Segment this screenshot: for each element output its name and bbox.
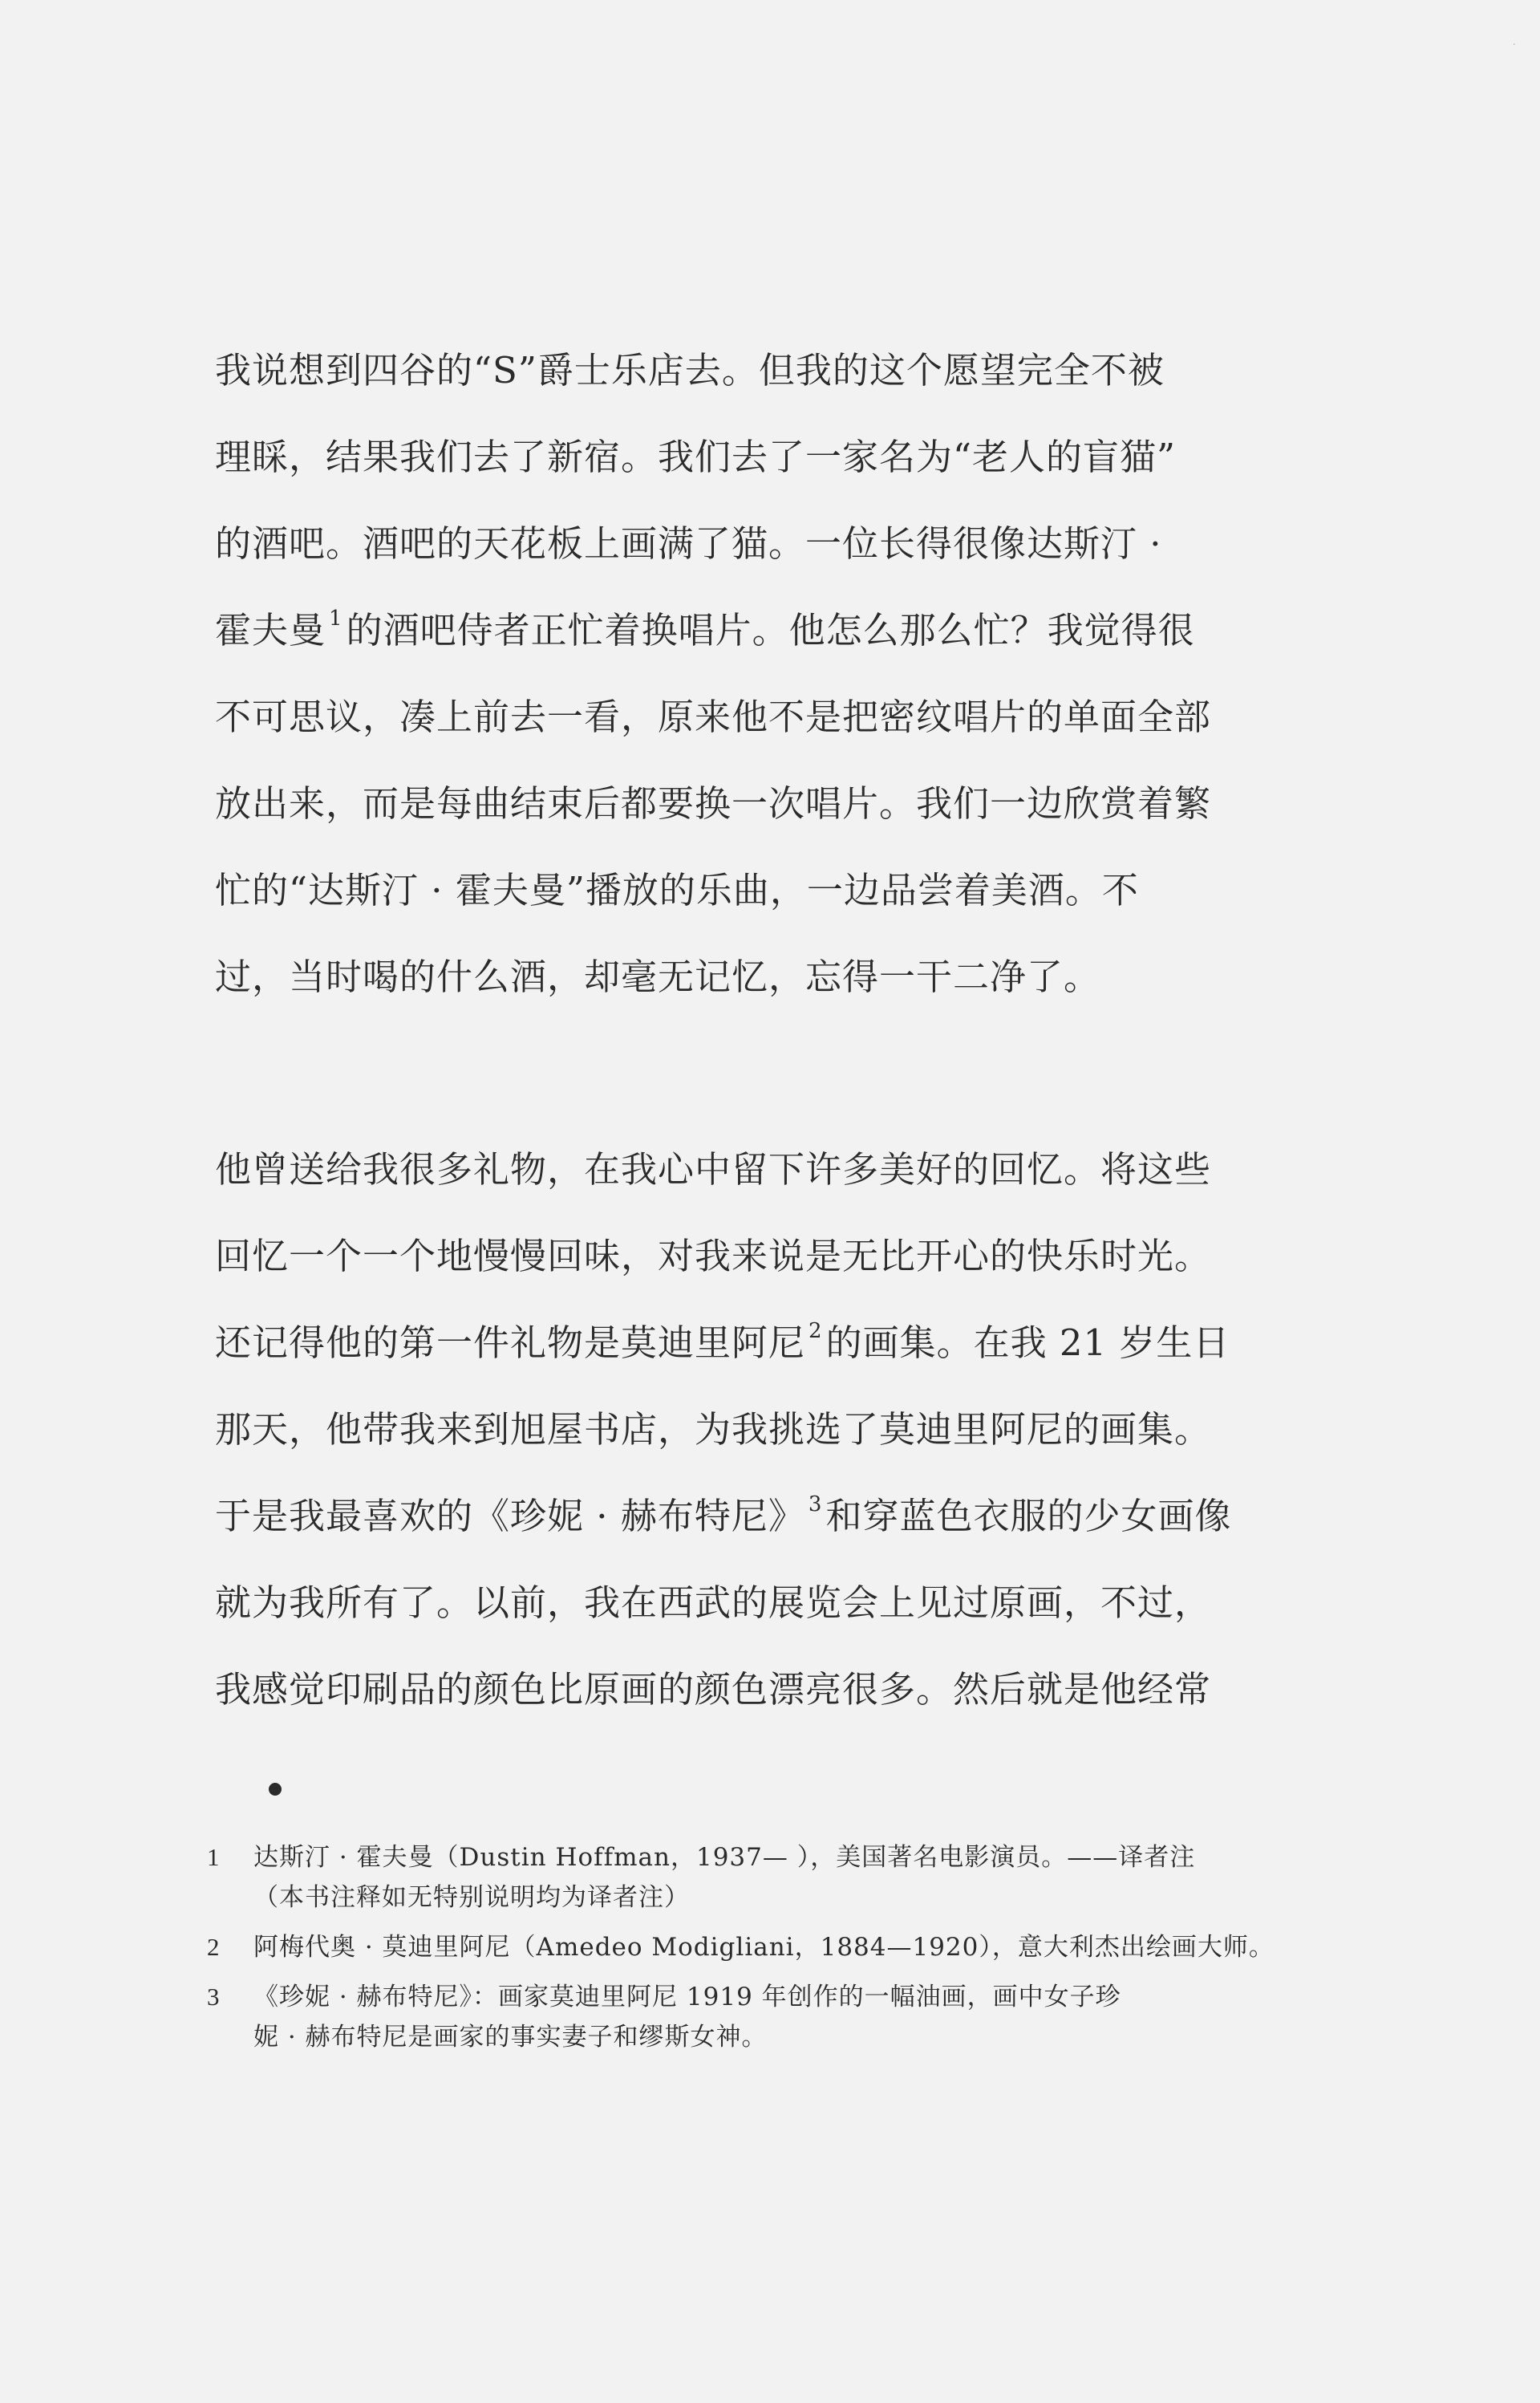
footnote-line: （本书注释如无特别说明均为译者注） — [253, 1883, 690, 1912]
footnote-number: 3 — [207, 1983, 220, 2011]
footnote-line: 妮 · 赫布特尼是画家的事实妻子和缪斯女神。 — [253, 2023, 768, 2052]
footnote-number: 2 — [207, 1933, 220, 1961]
paragraph-2 — [215, 1126, 1367, 1733]
paragraph-line — [215, 1300, 1367, 1386]
paragraph-line: 理睬，结果我们去了新宿。我们去了一家名为“老人的盲猫” — [215, 436, 1177, 478]
footnote-separator-dot — [269, 1783, 282, 1796]
footnote-1 — [207, 1837, 1362, 1918]
paragraph-line: 的酒吧。酒吧的天花板上画满了猫。一位长得很像达斯汀 · — [215, 522, 1162, 565]
line-suffix: 的画集。在我 21 岁生日 — [825, 1321, 1230, 1364]
paragraph-line: 我感觉印刷品的颜色比原画的颜色漂亮很多。然后就是他经常 — [215, 1668, 1212, 1711]
footnote-text — [253, 1837, 1362, 1918]
footnote-ref[interactable]: 1 — [329, 607, 343, 631]
paragraph-line: 就为我所有了。以前，我在西武的展览会上见过原画，不过， — [215, 1581, 1212, 1624]
footnotes — [207, 1837, 1362, 2067]
paragraph-line: 放出来，而是每曲结束后都要换一次唱片。我们一边欣赏着繁 — [215, 782, 1212, 825]
corner-mark: · — [1512, 39, 1516, 51]
footnote-number: 1 — [207, 1843, 220, 1871]
paragraph-line: 我说想到四谷的“S”爵士乐店去。但我的这个愿望完全不被 — [215, 349, 1165, 392]
footnote-text — [253, 1927, 1362, 1967]
paragraph-line: 忙的“达斯汀 · 霍夫曼”播放的乐曲，一边品尝着美酒。不 — [215, 869, 1139, 911]
paragraph-line: 不可思议，凑上前去一看，原来他不是把密纹唱片的单面全部 — [215, 696, 1212, 738]
line-prefix: 于是我最喜欢的《珍妮 · 赫布特尼》 — [215, 1495, 805, 1537]
footnote-ref[interactable]: 3 — [808, 1492, 823, 1516]
paragraph-line — [215, 1473, 1367, 1560]
line-suffix: 的酒吧侍者正忙着换唱片。他怎么那么忙？我觉得很 — [346, 609, 1195, 651]
paragraph-line: 回忆一个一个地慢慢回味，对我来说是无比开心的快乐时光。 — [215, 1235, 1212, 1277]
footnote-text — [253, 1977, 1362, 2057]
line-suffix: 和穿蓝色衣服的少女画像 — [825, 1495, 1232, 1537]
line-prefix: 还记得他的第一件礼物是莫迪里阿尼 — [215, 1321, 806, 1364]
paragraph-line: 他曾送给我很多礼物，在我心中留下许多美好的回忆。将这些 — [215, 1148, 1212, 1191]
paragraph-line: 过，当时喝的什么酒，却毫无记忆，忘得一干二净了。 — [215, 956, 1101, 998]
paragraph-line — [215, 587, 1367, 674]
paragraph-line: 那天，他带我来到旭屋书店，为我挑选了莫迪里阿尼的画集。 — [215, 1408, 1212, 1451]
paragraph-1 — [215, 327, 1367, 1021]
footnote-line: 《珍妮 · 赫布特尼》：画家莫迪里阿尼 1919 年创作的一幅油画，画中女子珍 — [253, 1983, 1121, 2011]
footnote-3 — [207, 1977, 1362, 2057]
footnote-line: 阿梅代奥 · 莫迪里阿尼（Amedeo Modigliani，1884—1920），意大利杰出绘画大师。 — [253, 1933, 1275, 1962]
footnote-2 — [207, 1927, 1362, 1967]
footnote-ref[interactable]: 2 — [808, 1319, 823, 1343]
line-prefix: 霍夫曼 — [215, 609, 326, 651]
footnote-line: 达斯汀 · 霍夫曼（Dustin Hoffman，1937— ），美国著名电影演员。——译者注 — [253, 1843, 1196, 1872]
